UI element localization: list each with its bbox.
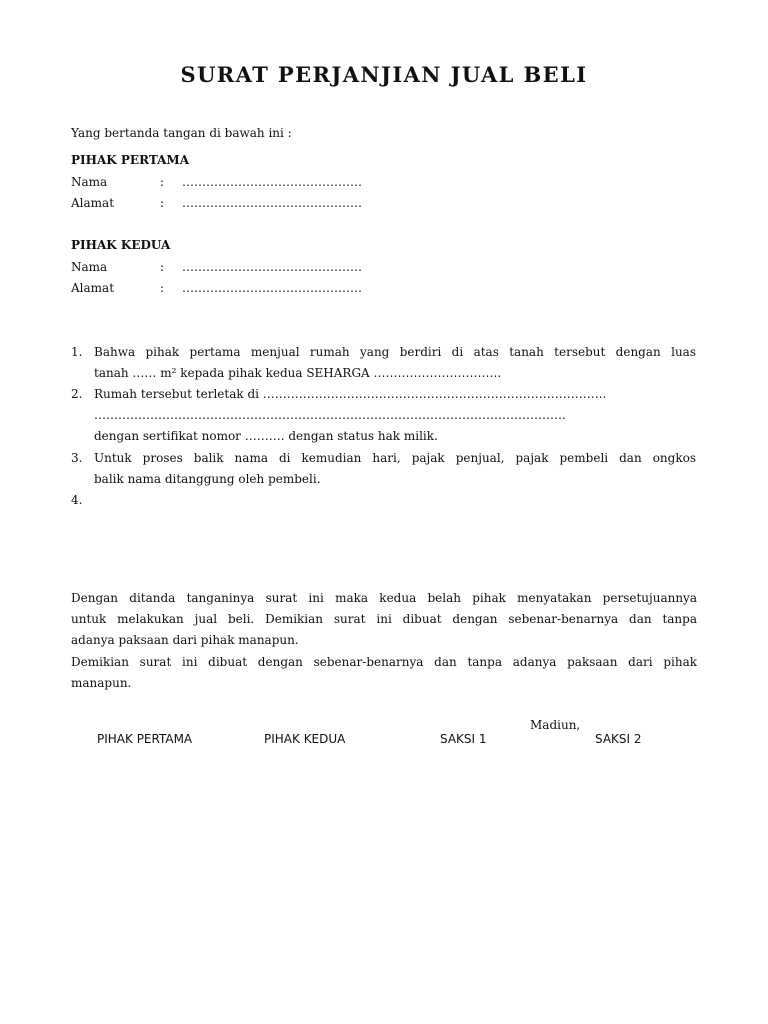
signatory-pihak-kedua: PIHAK KEDUA — [264, 732, 346, 746]
item-2-line-3: dengan sertifikat nomor ………. dengan status hak milik. — [94, 429, 438, 443]
field-blank: ……………………………………… — [182, 175, 362, 189]
field-blank: ……………………………………… — [182, 260, 362, 274]
place-date: Madiun, — [530, 718, 581, 732]
closing-paragraph-1-line-2: untuk melakukan jual beli. Demikian surat ini dibuat dengan sebenar-benarnya dan tanpa — [71, 612, 697, 626]
item-1-line-1: Bahwa pihak pertama menjual rumah yang berdiri di atas tanah tersebut dengan luas — [94, 345, 696, 359]
closing-paragraph-1-line-1: Dengan ditanda tanganinya surat ini maka kedua belah pihak menyatakan persetujuannya — [71, 591, 697, 605]
field-label: Alamat — [71, 196, 115, 210]
item-3-line-2: balik nama ditanggung oleh pembeli. — [94, 472, 321, 486]
signatory-saksi-1: SAKSI 1 — [440, 732, 487, 746]
field-label: Nama — [71, 260, 108, 274]
item-number: 1. — [71, 345, 83, 359]
item-number: 4. — [71, 493, 83, 507]
field-separator: : — [160, 260, 165, 274]
intro-text: Yang bertanda tangan di bawah ini : — [71, 126, 292, 140]
closing-paragraph-2-line-1: Demikian surat ini dibuat dengan sebenar-benarnya dan tanpa adanya paksaan dari pihak — [71, 655, 697, 669]
field-separator: : — [160, 281, 165, 295]
closing-paragraph-2-line-2: manapun. — [71, 676, 132, 690]
item-1-line-2: tanah …… m² kepada pihak kedua SEHARGA ………………………….. — [94, 366, 502, 380]
signatory-pihak-pertama: PIHAK PERTAMA — [97, 732, 193, 746]
item-number: 3. — [71, 451, 83, 465]
item-number: 2. — [71, 387, 83, 401]
item-2-line-2: ………………………………………………………………………………………………………. — [94, 408, 566, 422]
item-3-line-1: Untuk proses balik nama di kemudian hari, pajak penjual, pajak pembeli dan ongkos — [94, 451, 696, 465]
pihak-kedua-heading: PIHAK KEDUA — [71, 238, 171, 252]
field-blank: ……………………………………… — [182, 196, 362, 210]
field-label: Nama — [71, 175, 108, 189]
field-label: Alamat — [71, 281, 115, 295]
pihak-pertama-heading: PIHAK PERTAMA — [71, 153, 190, 167]
item-2-line-1: Rumah tersebut terletak di ………………………………………………………………………….. — [94, 387, 607, 401]
signatory-saksi-2: SAKSI 2 — [595, 732, 642, 746]
closing-paragraph-1-line-3: adanya paksaan dari pihak manapun. — [71, 633, 299, 647]
field-blank: ……………………………………… — [182, 281, 362, 295]
document-title: SURAT PERJANJIAN JUAL BELI — [180, 62, 588, 87]
field-separator: : — [160, 175, 165, 189]
field-separator: : — [160, 196, 165, 210]
